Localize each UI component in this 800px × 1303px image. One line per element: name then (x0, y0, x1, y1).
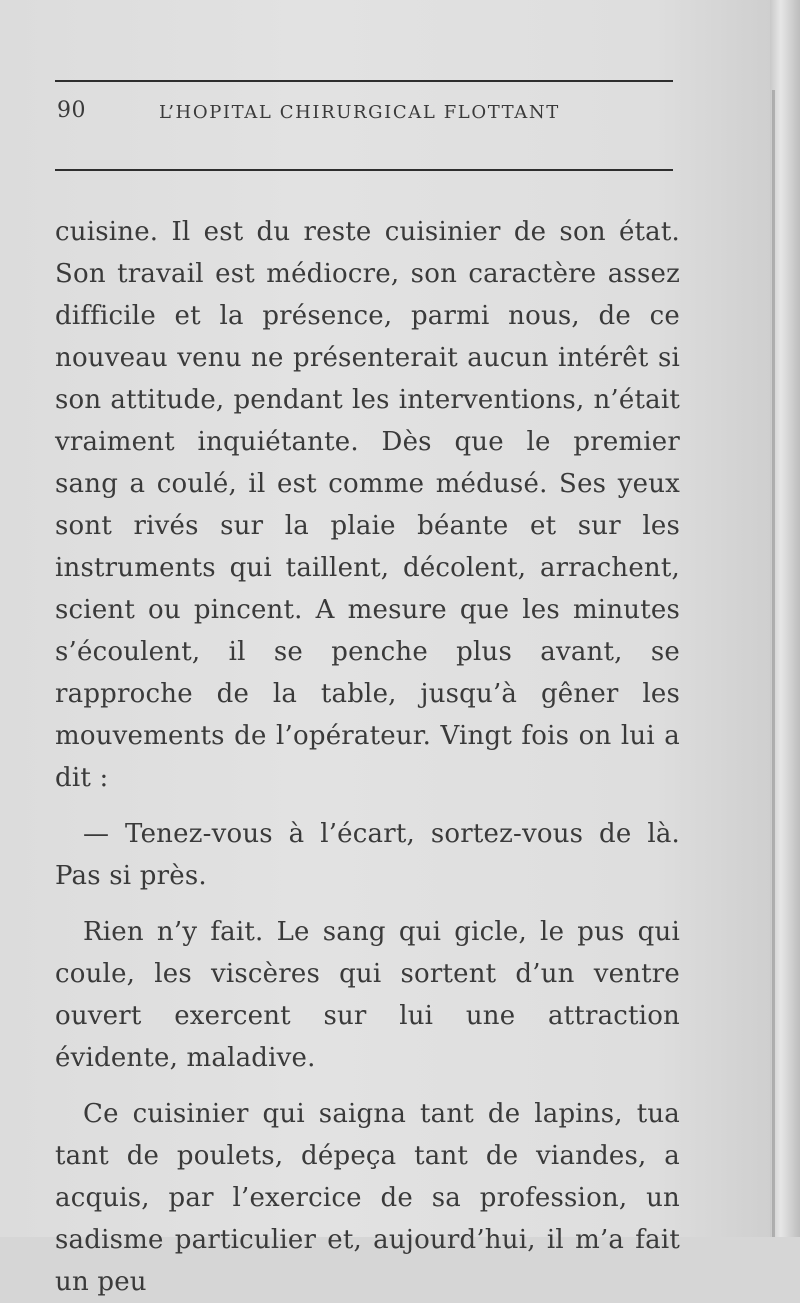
paragraph: — Tenez-vous à l’écart, sortez-vous de là. Pas si près. (55, 819, 680, 891)
page-header (55, 96, 673, 136)
paragraph: Ce cuisinier qui saigna tant de lapins, tua tant de poulets, dépeça tant de viandes, a acquis, par l’exercice de sa profession, un sadisme particulier et, aujourd’hui, il m’a fait un peu (55, 1099, 680, 1297)
gutter-shadow (772, 90, 775, 1237)
body-text (55, 211, 680, 1303)
page-number: 90 (57, 98, 86, 123)
running-title: L’HOPITAL CHIRURGICAL FLOTTANT (159, 102, 560, 123)
paragraph: Rien n’y fait. Le sang qui gicle, le pus qui coule, les viscères qui sortent d’un ventre ouvert exercent sur lui une attraction évidente, maladive. (55, 917, 680, 1073)
header-rule-bottom (55, 169, 673, 171)
header-rule-top (55, 80, 673, 82)
paragraph: cuisine. Il est du reste cuisinier de son état. Son travail est médiocre, son caractère assez difficile et la présence, parmi nous, de ce nouveau venu ne présenterait aucun intérêt si son attitude, pendant les interventions, n’était vraiment inquiétante. Dès que le premier sang a coulé, il est comme médusé. Ses yeux sont rivés sur la plaie béante et sur les instruments qui taillent, décolent, arrachent, scient ou pincent. A mesure que les minutes s’écoulent, il se penche plus avant, se rapproche de la table, jusqu’à gêner les mouvements de l’opérateur. Vingt fois on lui a dit : (55, 217, 680, 793)
